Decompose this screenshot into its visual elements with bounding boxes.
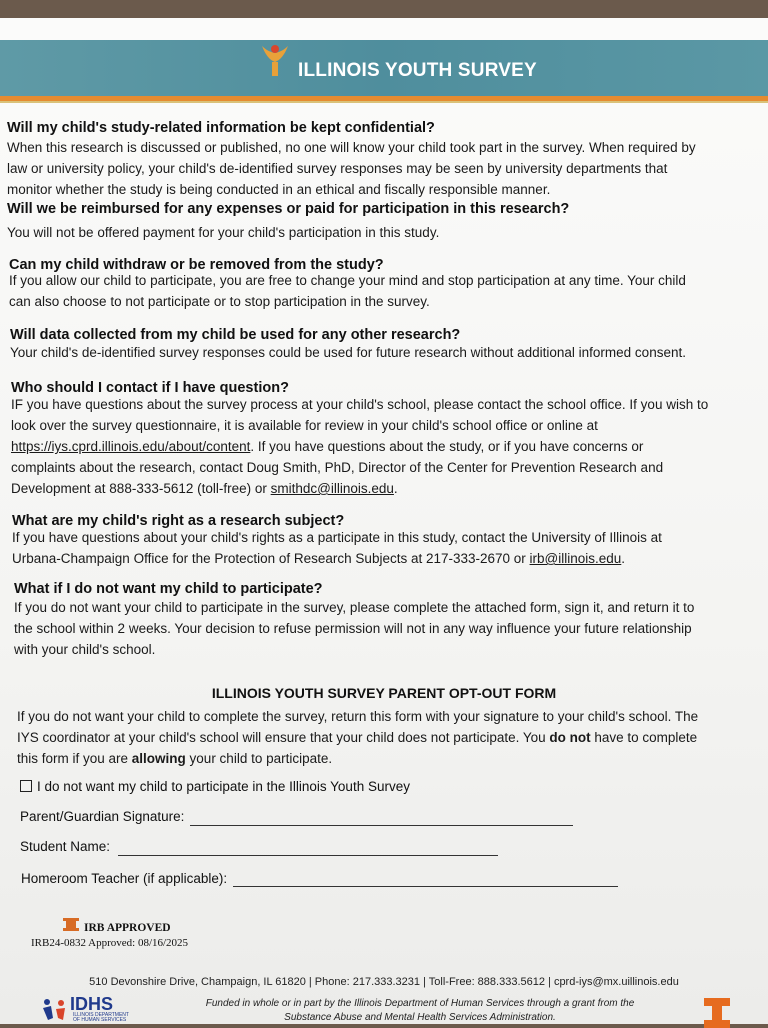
opt-out-form-title: ILLINOIS YOUTH SURVEY PARENT OPT-OUT FORM xyxy=(211,685,557,701)
funding-line: Funded in whole or in part by the Illinois Department of Human Services through a grant from the xyxy=(205,998,635,1009)
opt-out-checkbox[interactable] xyxy=(20,780,32,792)
answer-line: If you have questions about your child's rights as a participate in this study, contact the University of Illinois at xyxy=(12,530,662,545)
answer-line xyxy=(12,548,662,569)
intro-bold-text: do not xyxy=(549,730,591,745)
question-confidentiality: Will my child's study-related information be kept confidential? xyxy=(7,120,435,136)
irb-number: IRB24-0832 Approved: 08/16/2025 xyxy=(31,937,189,949)
answer-line: When this research is discussed or published, no one will know your child took part in the survey. When required by xyxy=(7,140,696,155)
idhs-subtitle: ILLINOIS DEPARTMENT OF HUMAN SERVICES xyxy=(73,1012,129,1023)
signature-label: Parent/Guardian Signature: xyxy=(20,809,185,824)
answer-line: IF you have questions about the survey process at your child's school, please contact the school office. If you wish to xyxy=(11,397,709,412)
intro-bold-text: allowing xyxy=(131,751,186,766)
answer-text: . If you have questions about the study, or if you have concerns or xyxy=(250,439,644,454)
answer-text: . xyxy=(621,551,626,566)
answer-other-research xyxy=(10,342,686,363)
smith-email-link[interactable]: smithdc@illinois.edu xyxy=(270,481,394,496)
signature-field[interactable] xyxy=(190,825,573,826)
question-withdraw: Can my child withdraw or be removed from the study? xyxy=(9,257,384,273)
question-contact: Who should I contact if I have question? xyxy=(11,380,289,396)
irb-approved-label: IRB APPROVED xyxy=(84,922,171,934)
answer-line: monitor whether the study is being conducted in an ethical and fiscally responsible manner. xyxy=(7,182,551,197)
answer-text: Urbana-Champaign Office for the Protection of Research Subjects at 217-333-2670 or xyxy=(12,551,530,566)
question-rights: What are my child's right as a research subject? xyxy=(12,513,345,529)
answer-opt-out xyxy=(14,597,694,660)
survey-content-link[interactable]: https://iys.cprd.illinois.edu/about/content xyxy=(11,439,251,454)
intro-text: this form if you are xyxy=(17,751,132,766)
question-other-research: Will data collected from my child be used for any other research? xyxy=(10,327,461,343)
answer-confidentiality xyxy=(7,137,696,200)
intro-line xyxy=(17,727,698,748)
checkbox-label: I do not want my child to participate in the Illinois Youth Survey xyxy=(37,779,410,794)
irb-email-link[interactable]: irb@illinois.edu xyxy=(529,551,622,566)
answer-withdraw xyxy=(9,270,686,312)
answer-line: look over the survey questionnaire, it is available for review in your child's school office or online at xyxy=(11,418,598,433)
answer-line xyxy=(11,436,708,457)
answer-line xyxy=(11,478,708,499)
intro-line xyxy=(17,748,698,769)
funding-line: Substance Abuse and Mental Health Services Administration. xyxy=(284,1012,556,1023)
answer-reimbursement xyxy=(7,222,439,243)
answer-contact xyxy=(11,394,708,499)
teacher-field[interactable] xyxy=(233,886,618,887)
answer-line: If you do not want your child to participate in the survey, please complete the attached form, sign it, and return it to xyxy=(14,600,695,615)
student-name-label: Student Name: xyxy=(20,839,111,854)
question-opt-out: What if I do not want my child to participate? xyxy=(14,581,323,597)
answer-text: Development at 888-333-5612 (toll-free) or xyxy=(11,481,271,496)
answer-line: can also choose to not participate or to stop participation in the survey. xyxy=(9,294,430,309)
university-i-icon xyxy=(66,918,76,931)
header-stripe-thin xyxy=(0,101,768,103)
answer-line: with your child's school. xyxy=(14,642,156,657)
idhs-logo-icon xyxy=(41,996,69,1022)
answer-line: If you allow our child to participate, you are free to change your mind and stop participation at any time. Your child xyxy=(9,273,686,288)
intro-text: IYS coordinator at your child's school will ensure that your child does not participate. You xyxy=(17,730,550,745)
form-intro xyxy=(17,706,698,769)
opt-out-checkbox-row[interactable] xyxy=(20,779,410,794)
intro-text: have to complete xyxy=(590,730,698,745)
question-reimbursement: Will we be reimbursed for any expenses or paid for participation in this research? xyxy=(7,201,570,217)
answer-line: complaints about the research, contact Doug Smith, PhD, Director of the Center for Prevention Research and xyxy=(11,460,664,475)
intro-text: your child to participate. xyxy=(185,751,333,766)
answer-rights xyxy=(12,527,662,569)
answer-line: the school within 2 weeks. Your decision to refuse permission will not in any way influence your future relationship xyxy=(14,621,692,636)
funding-note xyxy=(190,997,650,1025)
answer-line: law or university policy, your child's de-identified survey responses may be seen by university departments that xyxy=(7,161,668,176)
idhs-wordmark: IDHS xyxy=(70,994,114,1014)
answer-text: . xyxy=(393,481,398,496)
intro-line: If you do not want your child to complete the survey, return this form with your signature to your child's school. The xyxy=(17,709,699,724)
page-title: ILLINOIS YOUTH SURVEY xyxy=(298,60,537,81)
footer-address: 510 Devonshire Drive, Champaign, IL 61820 | Phone: 217.333.3231 | Toll-Free: 888.333.5612 | cprd-iys@mx.uillinois.edu xyxy=(89,976,679,988)
answer-line: You will not be offered payment for your child's participation in this study. xyxy=(7,225,440,240)
student-name-field[interactable] xyxy=(118,855,498,856)
answer-line: Your child's de-identified survey responses could be used for future research without additional informed consent. xyxy=(10,345,686,360)
teacher-label: Homeroom Teacher (if applicable): xyxy=(21,871,228,886)
iys-logo-icon xyxy=(258,40,292,80)
